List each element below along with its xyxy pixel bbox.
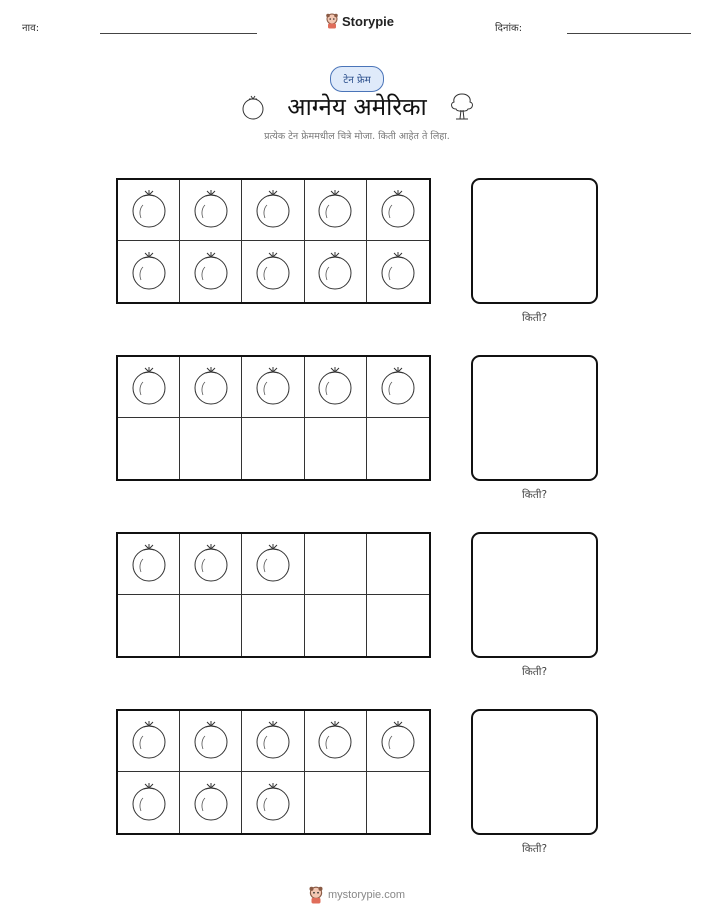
page-title: आग्नेय अमेरिका — [287, 93, 427, 121]
answer-box[interactable] — [471, 532, 598, 658]
frame-cell — [118, 418, 180, 479]
frame-cell — [118, 180, 180, 241]
frame-cell — [118, 241, 180, 302]
tomato-icon — [378, 717, 418, 765]
answer-box[interactable] — [471, 178, 598, 304]
frame-cell — [180, 180, 242, 241]
name-label: नाव: — [22, 23, 40, 34]
ten-frame — [116, 355, 431, 481]
tomato-icon — [191, 186, 231, 234]
name-line[interactable] — [100, 33, 257, 34]
tomato-icon — [191, 248, 231, 296]
frame-cell — [180, 241, 242, 302]
frame-cell — [118, 711, 180, 772]
frame-cell — [180, 711, 242, 772]
frame-cell — [367, 595, 429, 656]
frame-cell — [242, 241, 304, 302]
frame-cell — [305, 711, 367, 772]
brand-logo — [325, 13, 394, 29]
frame-cell — [118, 534, 180, 595]
frame-cell — [367, 418, 429, 479]
frame-cell — [305, 418, 367, 479]
frame-cell — [367, 711, 429, 772]
answer-box[interactable] — [471, 355, 598, 481]
frame-cell — [305, 772, 367, 833]
tomato-icon — [191, 540, 231, 588]
tomato-icon — [129, 540, 169, 588]
tomato-icon — [129, 248, 169, 296]
tomato-icon — [191, 779, 231, 827]
tomato-icon — [253, 779, 293, 827]
topic-badge: टेन फ्रेम — [330, 66, 384, 92]
frame-cell — [180, 534, 242, 595]
frame-cell — [242, 772, 304, 833]
frame-cell — [242, 534, 304, 595]
tomato-icon — [378, 248, 418, 296]
frame-cell — [118, 772, 180, 833]
tomato-icon — [315, 186, 355, 234]
frame-cell — [367, 772, 429, 833]
frame-cell — [305, 534, 367, 595]
mascot-icon — [308, 886, 324, 904]
frame-cell — [180, 418, 242, 479]
footer-url[interactable]: mystorypie.com — [328, 889, 406, 901]
frame-cell — [180, 357, 242, 418]
tomato-icon — [129, 717, 169, 765]
tomato-icon — [253, 186, 293, 234]
frame-cell — [305, 357, 367, 418]
tomato-icon — [315, 248, 355, 296]
how-many-label: किती? — [521, 312, 548, 324]
tomato-icon — [315, 717, 355, 765]
frame-cell — [242, 595, 304, 656]
frame-cell — [305, 180, 367, 241]
date-line[interactable] — [567, 33, 691, 34]
tomato-icon — [191, 717, 231, 765]
how-many-label: किती? — [521, 666, 548, 678]
frame-cell — [367, 534, 429, 595]
frame-cell — [118, 357, 180, 418]
frame-cell — [242, 180, 304, 241]
answer-box[interactable] — [471, 709, 598, 835]
ten-frame — [116, 709, 431, 835]
frame-cell — [118, 595, 180, 656]
frame-cell — [305, 595, 367, 656]
date-label: दिनांक: — [495, 23, 523, 34]
mascot-icon — [325, 13, 339, 29]
tomato-icon — [315, 363, 355, 411]
frame-cell — [367, 357, 429, 418]
brand-name: Storypie — [342, 13, 395, 29]
frame-cell — [242, 357, 304, 418]
tomato-icon — [253, 363, 293, 411]
instructions: प्रत्येक टेन फ्रेममधील चित्रे मोजा. किती आहेत ते लिहा. — [264, 131, 450, 142]
tree-icon — [448, 90, 476, 122]
tomato-icon — [378, 186, 418, 234]
frame-cell — [305, 241, 367, 302]
frame-cell — [242, 711, 304, 772]
frame-cell — [180, 595, 242, 656]
tomato-icon — [129, 363, 169, 411]
tomato-icon — [129, 186, 169, 234]
frame-cell — [180, 772, 242, 833]
tomato-icon — [253, 540, 293, 588]
frame-cell — [242, 418, 304, 479]
tomato-icon — [253, 717, 293, 765]
tomato-icon — [191, 363, 231, 411]
how-many-label: किती? — [521, 489, 548, 501]
how-many-label: किती? — [521, 843, 548, 855]
footer — [308, 886, 405, 904]
tomato-icon — [378, 363, 418, 411]
ten-frame — [116, 178, 431, 304]
tomato-icon — [253, 248, 293, 296]
ten-frame — [116, 532, 431, 658]
frame-cell — [367, 180, 429, 241]
tomato-icon — [129, 779, 169, 827]
frame-cell — [367, 241, 429, 302]
